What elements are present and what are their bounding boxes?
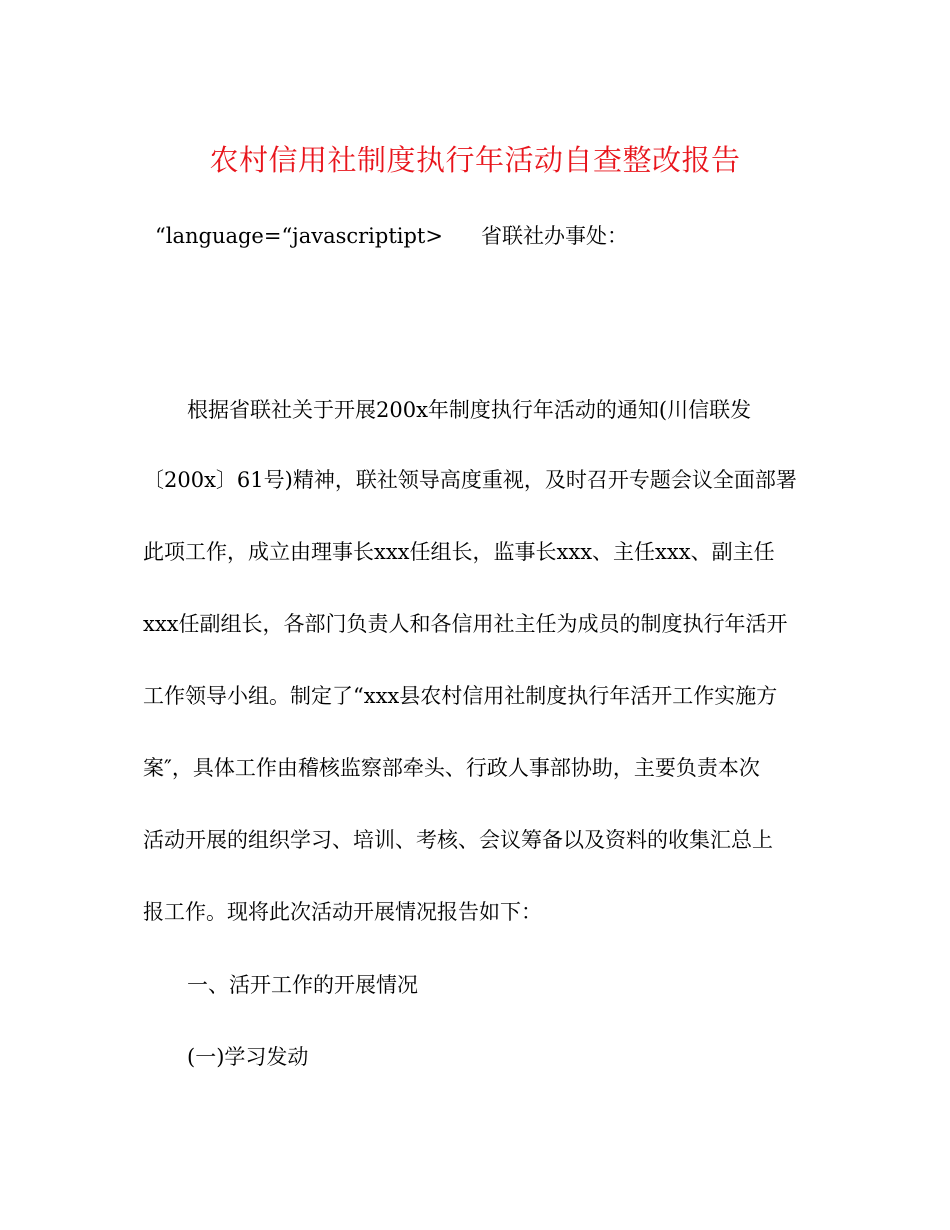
document-title: 农村信用社制度执行年活动自查整改报告 xyxy=(209,143,741,177)
salutation-code-text: “language=“javascriptipt> xyxy=(155,224,443,248)
paragraph-line: 工作领导小组。制定了“xxx县农村信用社制度执行年活开工作实施方 xyxy=(143,684,778,708)
section-heading: 一、活开工作的开展情况 xyxy=(187,973,418,997)
paragraph-line: 案″，具体工作由稽核监察部牵头、行政人事部协助，主要负责本次 xyxy=(143,756,760,780)
paragraph-line: xxx任副组长，各部门负责人和各信用社主任为成员的制度执行年活开 xyxy=(143,612,788,636)
salutation-addressee: 省联社办事处： xyxy=(480,224,628,248)
paragraph-line: 〔200x〕61号)精神，联社领导高度重视，及时召开专题会议全面部署 xyxy=(143,468,797,492)
paragraph-line: 此项工作，成立由理事长xxx任组长，监事长xxx、主任xxx、副主任 xyxy=(143,540,775,564)
paragraph-line: 活动开展的组织学习、培训、考核、会议筹备以及资料的收集汇总上 xyxy=(143,828,773,852)
paragraph-line: 报工作。现将此次活动开展情况报告如下： xyxy=(143,900,542,924)
salutation xyxy=(155,221,628,251)
paragraph-line: 根据省联社关于开展200x年制度执行年活动的通知(川信联发 xyxy=(187,398,752,422)
subsection-heading: (一)学习发动 xyxy=(187,1045,309,1069)
